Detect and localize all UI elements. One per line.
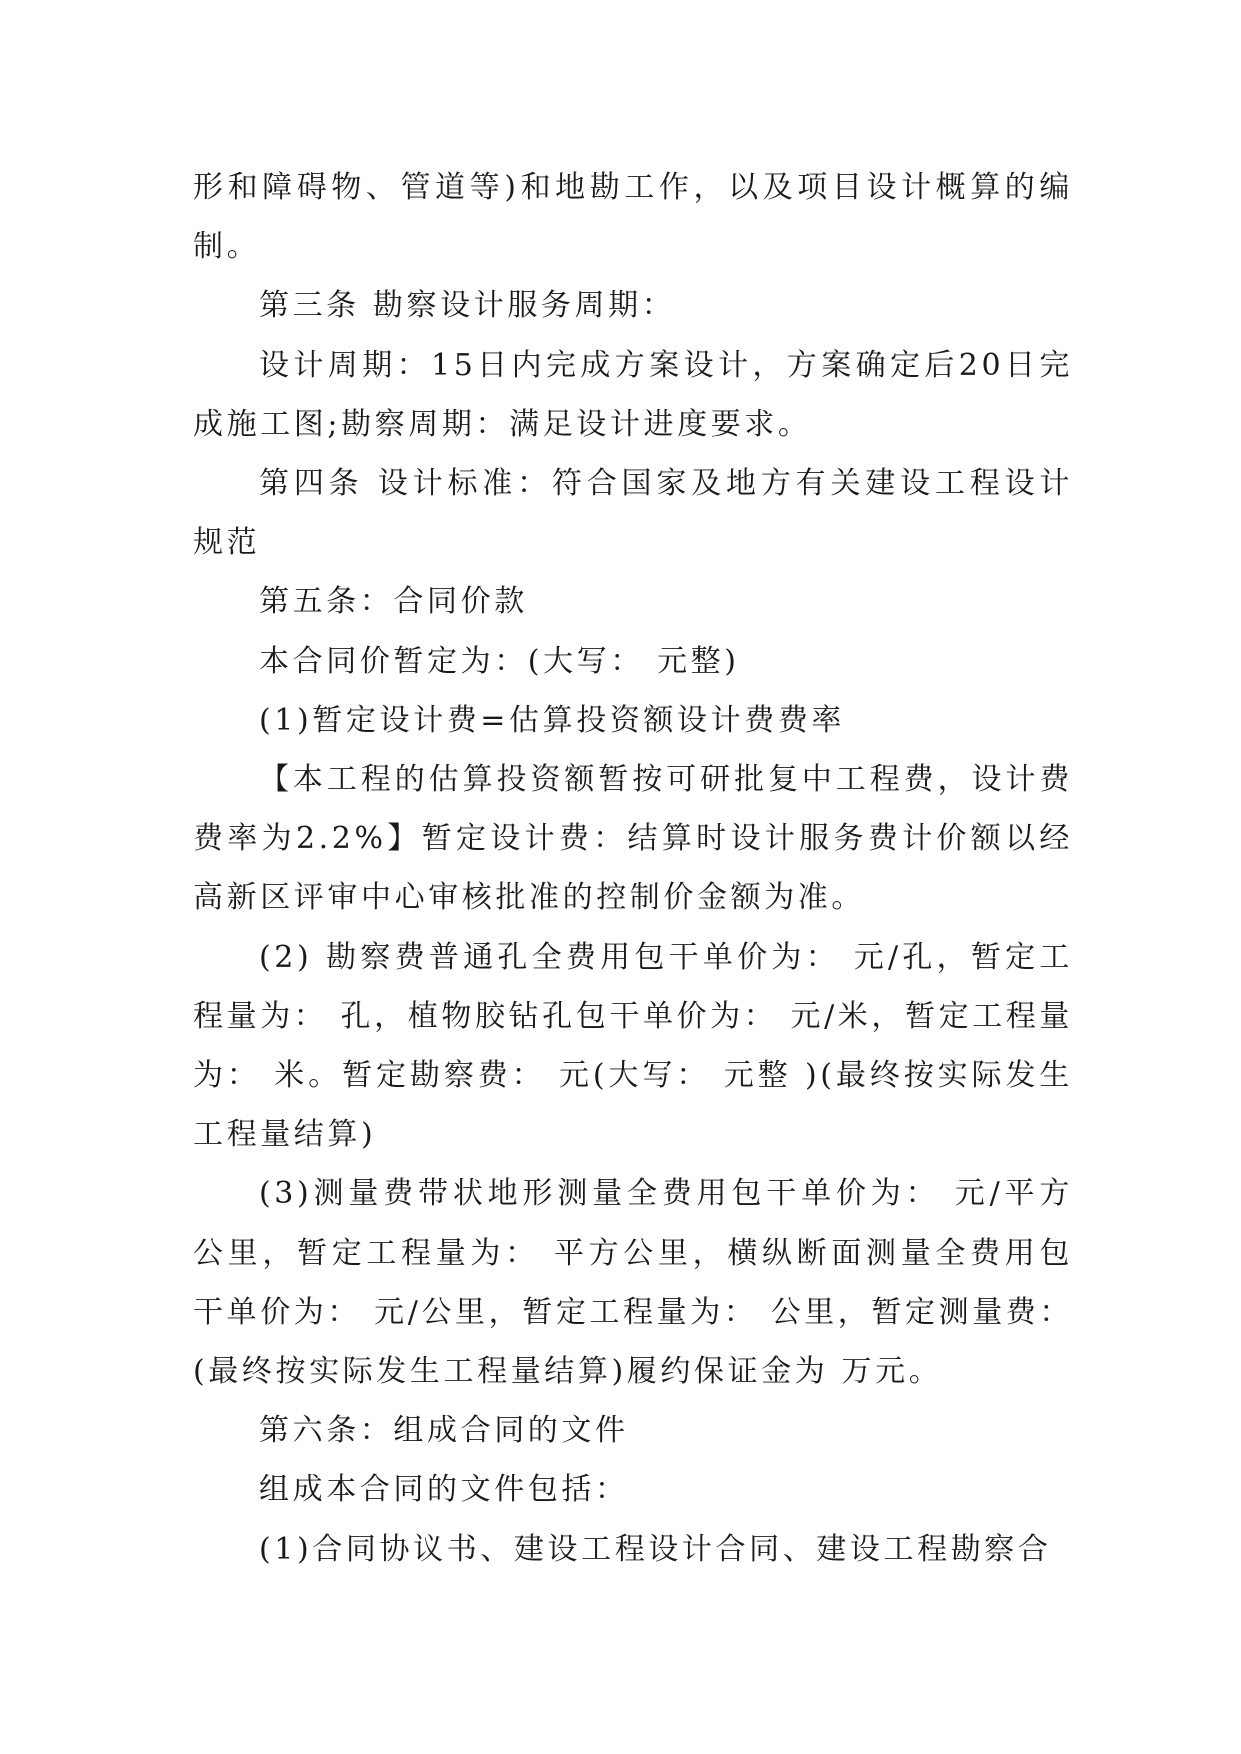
paragraph: (1)合同协议书、建设工程设计合同、建设工程勘察合 (259, 1531, 1052, 1567)
paragraph: 第五条：合同价款 (259, 584, 528, 620)
paragraph: 组成本合同的文件包括： (259, 1472, 629, 1508)
paragraph: 形和障碍物、管道等)和地勘工作，以及项目设计概算的编制。 (193, 170, 1073, 265)
paragraph: (1)暂定设计费=估算投资额设计费费率 (259, 702, 846, 738)
paragraph: (3)测量费带状地形测量全费用包干单价为： 元/平方公里，暂定工程量为： 平方公里，横纵断面测量全费用包干单价为： 元/公里，暂定工程量为： 公里，暂定测量费：(最终按实际发生工程量结算)履约保证金为 万元。 (193, 1176, 1073, 1390)
paragraph: 第三条 勘察设计服务周期： (259, 288, 676, 324)
paragraph: (2) 勘察费普通孔全费用包干单价为： 元/孔，暂定工程量为： 孔，植物胶钻孔包干单价为： 元/米，暂定工程量为： 米。暂定勘察费： 元(大写： 元整 )(最终按实际发生工程量结算) (193, 939, 1073, 1153)
paragraph: 【本工程的估算投资额暂按可研批复中工程费，设计费费率为2.2%】暂定设计费：结算时设计服务费计价额以经高新区评审中心审核批准的控制价金额为准。 (193, 762, 1073, 916)
paragraph: 第四条 设计标准：符合国家及地方有关建设工程设计规范 (193, 466, 1073, 561)
paragraph: 第六条：组成合同的文件 (259, 1413, 629, 1449)
document-body (193, 158, 1073, 1579)
paragraph: 本合同价暂定为：(大写： 元整) (259, 643, 740, 679)
paragraph: 设计周期：15日内完成方案设计，方案确定后20日完成施工图;勘察周期：满足设计进度要求。 (193, 347, 1073, 442)
